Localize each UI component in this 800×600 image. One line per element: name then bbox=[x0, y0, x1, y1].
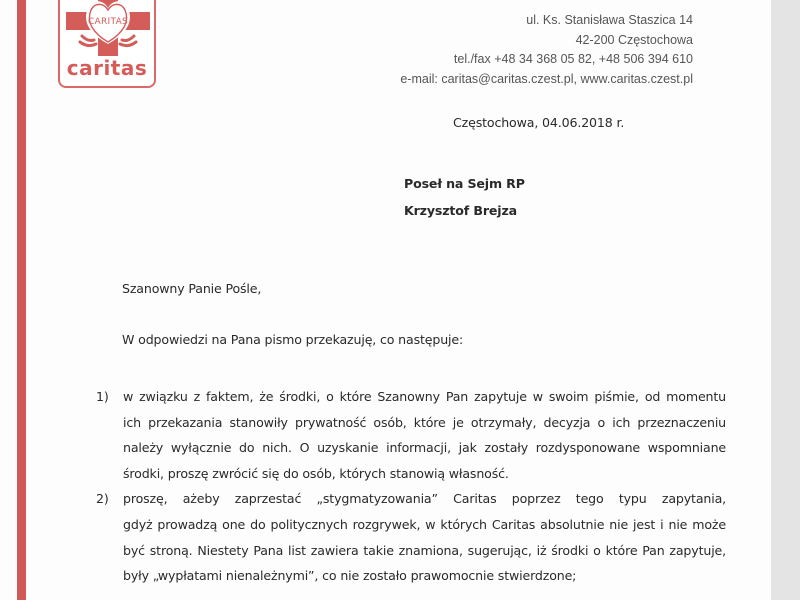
list-item bbox=[96, 486, 726, 588]
paragraph-line: ich przekazania stanowiły prywatność osób, które je otrzymały, decyzja o ich przeznaczeniu bbox=[123, 414, 726, 430]
paragraph-line: środki, proszę zwrócić się do osób, których stanowią własność. bbox=[123, 465, 509, 481]
svg-text:CARITAS: CARITAS bbox=[87, 17, 129, 27]
paragraph-line: gdyż prowadzą one do politycznych rozgrywek, w których Caritas absolutnie nie jest i nie może bbox=[123, 516, 726, 532]
address-phone: tel./fax +48 34 368 05 82, +48 506 394 610 bbox=[453, 52, 693, 66]
salutation: Szanowny Panie Pośle, bbox=[122, 281, 262, 296]
intro-paragraph: W odpowiedzi na Pana pismo przekazuję, co następuje: bbox=[122, 332, 464, 347]
address-city: 42-200 Częstochowa bbox=[575, 32, 693, 47]
paragraph-line: należy wyłącznie do nich. O uzyskanie informacji, jak zostały rozdysponowane wspomniane bbox=[123, 440, 726, 456]
place-date: Częstochowa, 04.06.2018 r. bbox=[453, 115, 625, 130]
caritas-logo bbox=[58, 0, 156, 88]
logo-wordmark: caritas bbox=[66, 56, 148, 80]
paragraph-line: proszę, ażeby zaprzestać „stygmatyzowania” Caritas poprzez tego typu zapytania, bbox=[123, 491, 726, 507]
letterhead-red-bar bbox=[17, 0, 26, 600]
list-item bbox=[96, 384, 726, 486]
address-street: ul. Ks. Stanisława Staszica 14 bbox=[526, 13, 693, 27]
recipient-title: Poseł na Sejm RP bbox=[404, 176, 525, 191]
points-list bbox=[96, 384, 726, 589]
viewer-side-strip bbox=[771, 0, 800, 600]
paragraph-line: być stroną. Niestety Pana list zawiera takie znamiona, sugerując, iż środki o które Pan zapytuje, bbox=[123, 542, 726, 558]
recipient-name: Krzysztof Brejza bbox=[404, 203, 517, 218]
list-item-number: 1) bbox=[96, 389, 109, 404]
caritas-cross-heart-icon bbox=[60, 0, 156, 64]
letterhead-address bbox=[400, 11, 693, 89]
paragraph-line: były „wypłatami nienależnymi”, co nie zostało prawomocnie stwierdzone; bbox=[123, 568, 577, 584]
list-item-number: 2) bbox=[96, 491, 109, 507]
address-contact: e-mail: caritas@caritas.czest.pl, www.caritas.czest.pl bbox=[400, 71, 693, 86]
recipient-block bbox=[404, 170, 525, 224]
paragraph-line: w związku z faktem, że środki, o które Szanowny Pan zapytuje w swoim piśmie, od momentu bbox=[123, 389, 726, 404]
